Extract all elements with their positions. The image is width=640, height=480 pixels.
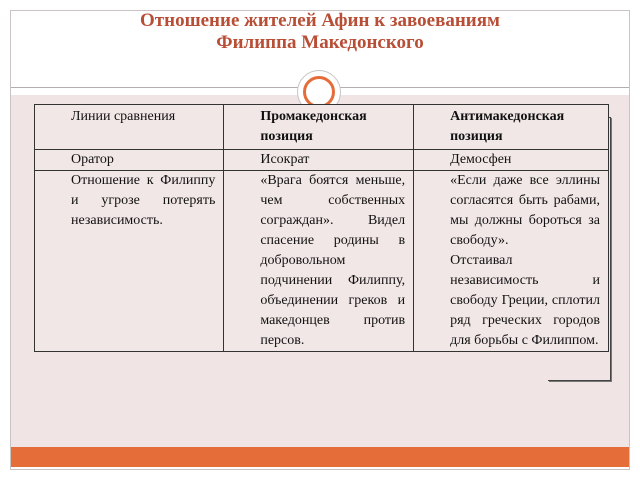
orator-anti: Демосфен — [450, 152, 512, 167]
table-header-row — [35, 105, 609, 150]
bottom-accent-bar — [11, 447, 629, 467]
row-label-orator: Оратор — [71, 152, 114, 167]
header-pro-macedonian: Промакедонская позиция — [260, 109, 367, 144]
table-cell — [35, 150, 224, 171]
attitude-anti-text: Отстаивал независимость и свободу Греции, сплотил ряд греческих городов для борьбы с Филиппом. — [450, 253, 600, 348]
header-comparison-lines: Линии сравнения — [71, 109, 176, 124]
attitude-pro: «Врага боятся меньше, чем собственных сограждан». Видел спасение родины в добровольном подчинении Филиппу, объединении греков и македонцев против персов. — [260, 173, 406, 348]
row-label-attitude: Отношение к Филиппу и угрозе потерять независимость. — [71, 173, 216, 228]
table-cell — [224, 150, 414, 171]
table-row — [35, 171, 609, 352]
table-row — [35, 150, 609, 171]
header-cell — [414, 105, 609, 150]
title-line-1: Отношение жителей Афин к завоеваниям — [140, 10, 500, 31]
attitude-anti-quote: «Если даже все эллины согласятся быть рабами, мы должны бороться за свободу». — [450, 173, 600, 248]
table-cell — [224, 171, 414, 352]
table-cell — [414, 171, 609, 352]
header-cell — [35, 105, 224, 150]
slide-title — [0, 10, 640, 54]
comparison-table — [34, 104, 609, 352]
header-cell — [224, 105, 414, 150]
table-cell — [414, 150, 609, 171]
table-cell — [35, 171, 224, 352]
orator-pro: Исократ — [260, 152, 310, 167]
title-line-2: Филиппа Македонского — [216, 32, 424, 53]
header-anti-macedonian: Антимакедонская позиция — [450, 109, 565, 144]
